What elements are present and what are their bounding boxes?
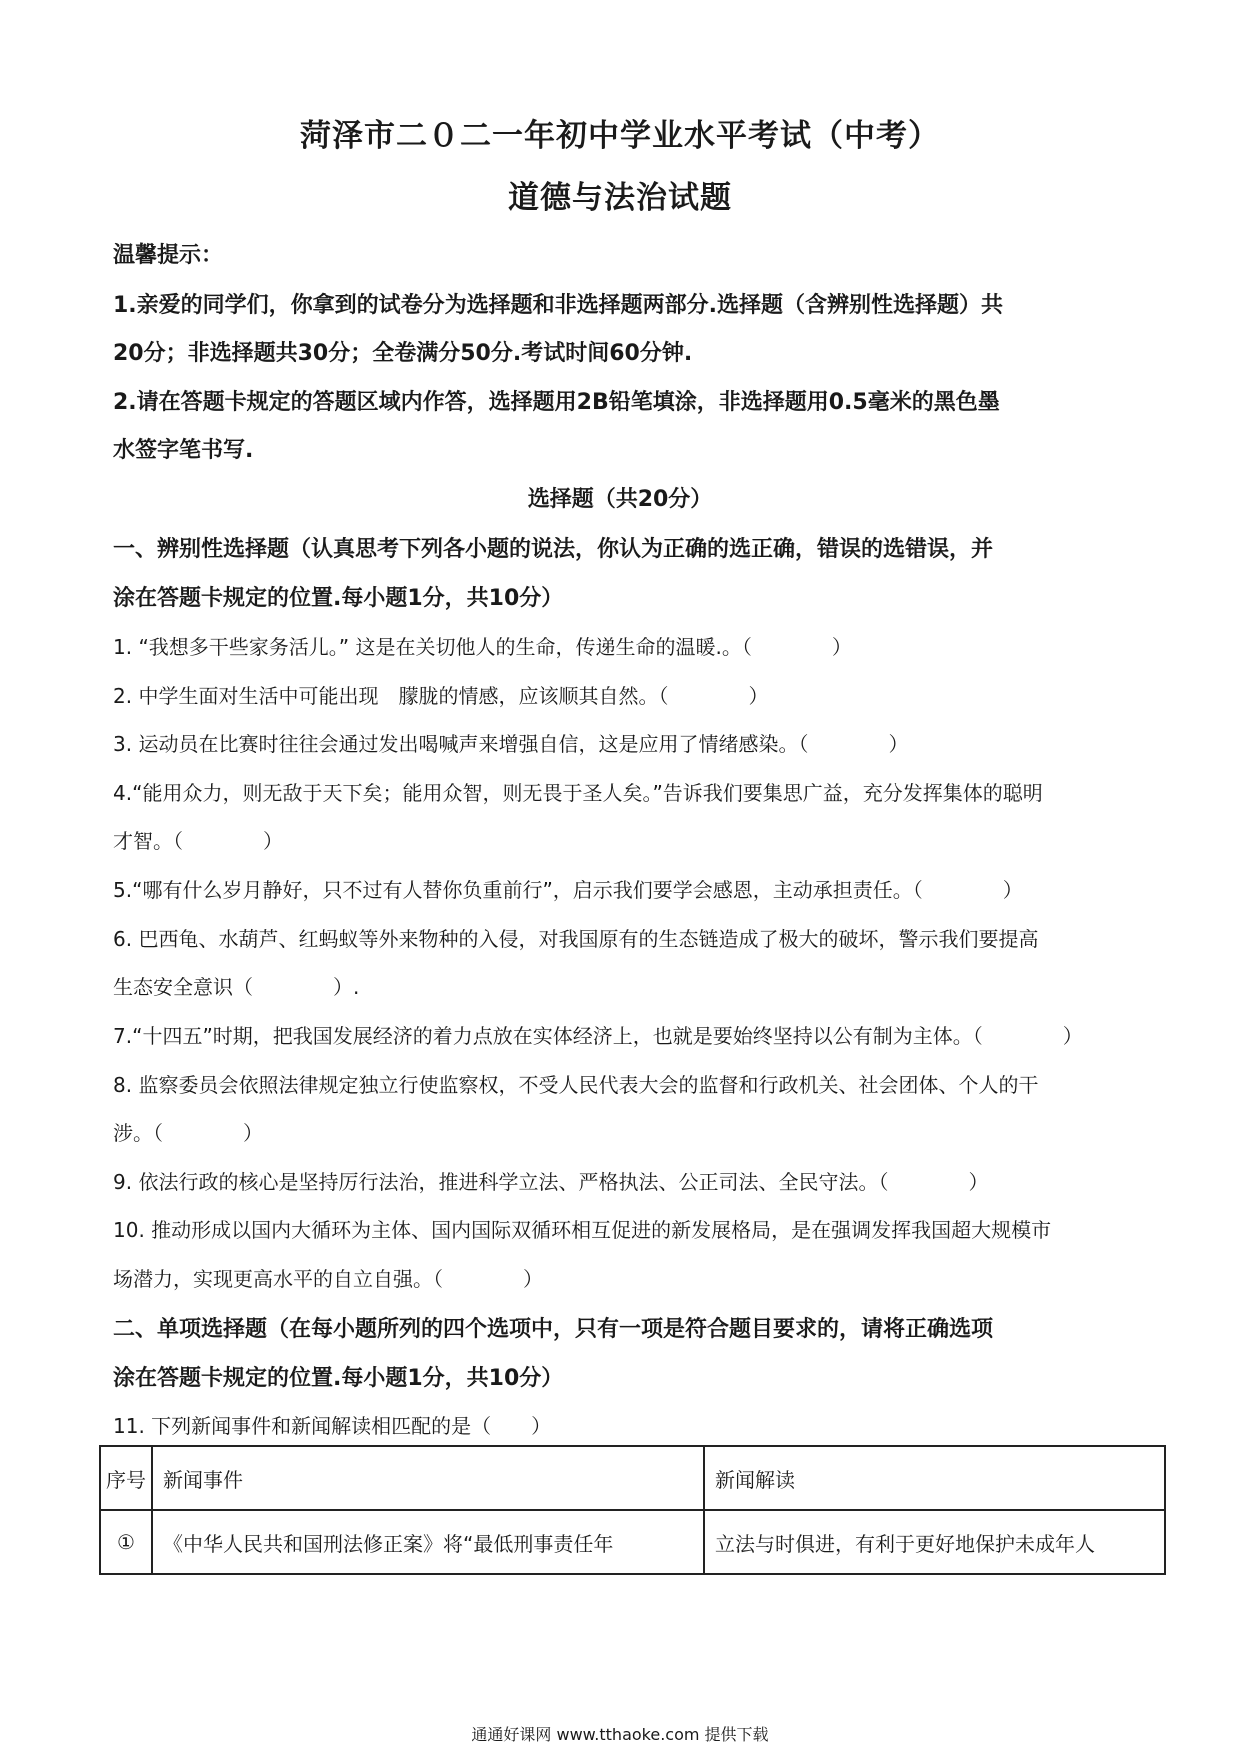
question-5: 5.“哪有什么岁月静好，只不过有人替你负重前行”，启示我们要学会感恩，主动承担责任。（ ） [113,878,1023,902]
part2-heading-a: 二、单项选择题（在每小题所列的四个选项中，只有一项是符合题目要求的，请将正确选项 [113,1317,994,1342]
tip-2-line-b: 水签字笔书写. [113,438,254,463]
exam-title: 菏泽市二０二一年初中学业水平考试（中考） [300,118,940,154]
question-10-line-b: 场潜力，实现更高水平的自立自强。（ ） [113,1267,543,1291]
question-1: 1. “我想多干些家务活儿。” 这是在关切他人的生命，传递生命的温暖.。（ ） [113,635,852,659]
part1-heading-a: 一、辨别性选择题（认真思考下列各小题的说法，你认为正确的选正确，错误的选错误，并 [113,537,994,562]
table-row [100,1510,1165,1574]
table-header-row [100,1446,1165,1510]
table-cell: 立法与时俱进，有利于更好地保护未成年人 [704,1510,1165,1574]
question-9: 9. 依法行政的核心是坚持厉行法治，推进科学立法、严格执法、公正司法、全民守法。（ ） [113,1170,989,1194]
footer-watermark: 通通好课网 www.tthaoke.com 提供下载 [471,1725,769,1744]
question-6-line-a: 6. 巴西龟、水葫芦、红蚂蚁等外来物种的入侵，对我国原有的生态链造成了极大的破坏，警示我们要提高 [113,927,1039,951]
question-10-line-a: 10. 推动形成以国内大循环为主体、国内国际双循环相互促进的新发展格局，是在强调发挥我国超大规模市 [113,1218,1052,1242]
question-4-line-b: 才智。（ ） [113,829,283,853]
part1-heading-b: 涂在答题卡规定的位置.每小题1分，共10分） [113,586,564,611]
question-7: 7.“十四五”时期，把我国发展经济的着力点放在实体经济上，也就是要始终坚持以公有制为主体。（ ） [113,1024,1083,1048]
section-title: 选择题（共20分） [527,487,713,512]
table-cell: ① [100,1510,152,1574]
question-4-line-a: 4.“能用众力，则无敌于天下矣；能用众智，则无畏于圣人矣。”告诉我们要集思广益，充分发挥集体的聪明 [113,781,1043,805]
table-header-cell: 序号 [100,1446,152,1510]
question-3: 3. 运动员在比赛时往往会通过发出喝喊声来增强自信，这是应用了情绪感染。（ ） [113,732,909,756]
part2-heading-b: 涂在答题卡规定的位置.每小题1分，共10分） [113,1366,564,1391]
question-8-line-a: 8. 监察委员会依照法律规定独立行使监察权，不受人民代表大会的监督和行政机关、社会团体、个人的干 [113,1073,1039,1097]
table-header-cell: 新闻解读 [704,1446,1165,1510]
tip-1-line-b: 20分；非选择题共30分；全卷满分50分.考试时间60分钟. [113,341,693,366]
tip-1-line-a: 1.亲爱的同学们，你拿到的试卷分为选择题和非选择题两部分.选择题（含辨别性选择题）共 [113,293,1004,318]
exam-subtitle: 道德与法治试题 [508,180,732,216]
tip-2-line-a: 2.请在答题卡规定的答题区域内作答，选择题用2B铅笔填涂，非选择题用0.5毫米的黑色墨 [113,390,1000,415]
question-6-line-b: 生态安全意识（ ）. [113,975,360,999]
tips-heading: 温馨提示： [113,243,224,268]
question-2: 2. 中学生面对生活中可能出现 朦胧的情感，应该顺其自然。（ ） [113,684,769,708]
news-table [99,1445,1166,1575]
question-11: 11. 下列新闻事件和新闻解读相匹配的是（ ） [113,1414,552,1438]
table-header-cell: 新闻事件 [152,1446,704,1510]
question-8-line-b: 涉。（ ） [113,1121,263,1145]
table-cell: 《中华人民共和国刑法修正案》将“最低刑事责任年 [152,1510,704,1574]
